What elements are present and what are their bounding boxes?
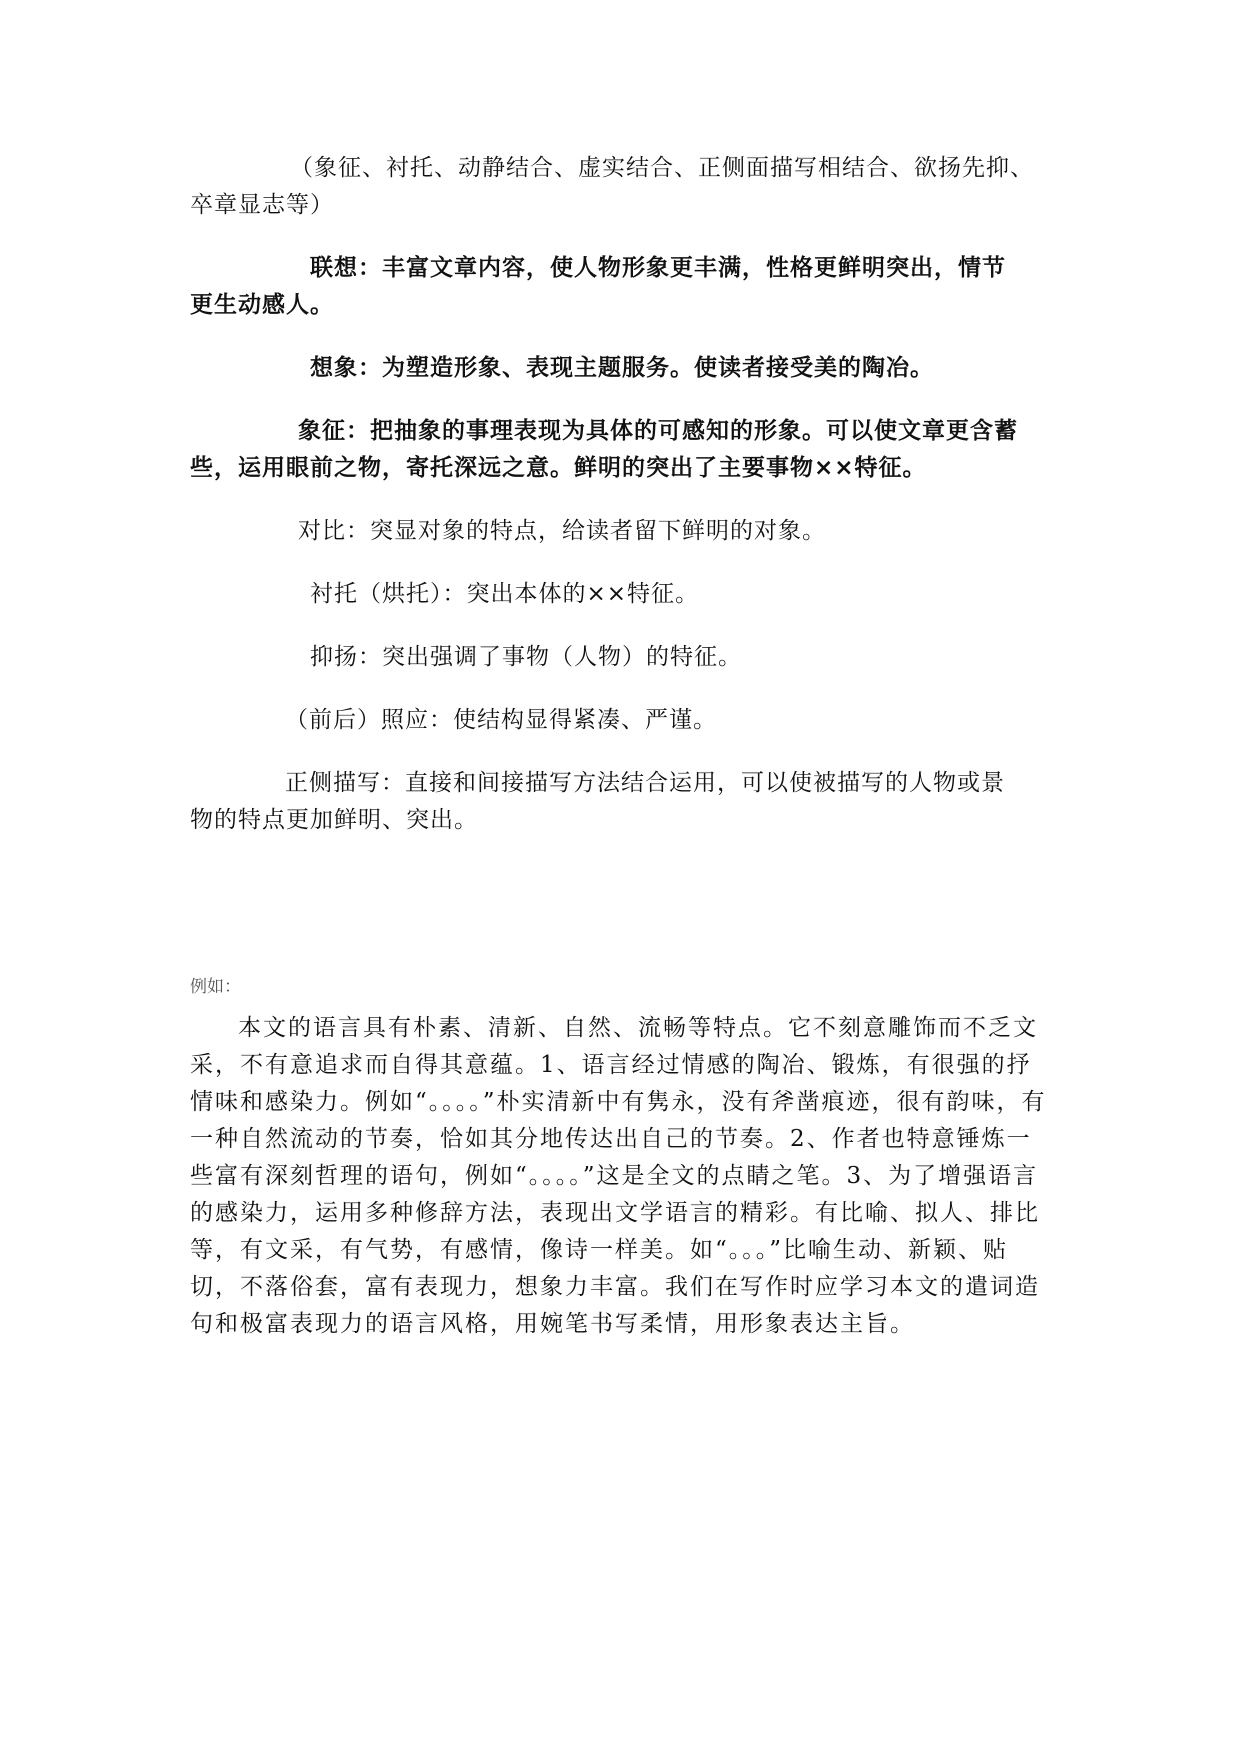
lianxiang-line1: 联想：丰富文章内容，使人物形象更丰满，性格更鲜明突出，情节	[310, 255, 1006, 281]
zhengce-line1: 正侧描写：直接和间接描写方法结合运用，可以使被描写的人物或景	[285, 770, 1005, 796]
techniques-intro-line2: 卒章显志等）	[190, 192, 334, 218]
zhaoying-line1: （前后）照应：使结构显得紧凑、严谨。	[285, 707, 717, 733]
chentuo-line1: 衬托（烘托）：突出本体的××特征。	[310, 581, 700, 607]
example-label: 例如：	[190, 977, 241, 997]
lianxiang-line2: 更生动感人。	[190, 292, 334, 318]
xiangzheng-line2: 些，运用眼前之物，寄托深远之意。鲜明的突出了主要事物××特征。	[190, 455, 927, 481]
zhengce-line2: 物的特点更加鲜明、突出。	[190, 807, 478, 833]
techniques-intro-line1: （象征、衬托、动静结合、虚实结合、正侧面描写相结合、欲扬先抑、	[290, 155, 1034, 181]
example-body: 本文的语言具有朴素、清新、自然、流畅等特点。它不刻意雕饰而不乏文采，不有意追求而自得其意蕴。1、语言经过情感的陶冶、锻炼，有很强的抒情味和感染力。例如“。。。。”朴实清新中有隽永，没有斧凿痕迹，很有韵味，有一种自然流动的节奏，恰如其分地传达出自己的节奏。2、作者也特意锤炼一些富有深刻哲理的语句，例如“。。。。”这是全文的点睛之笔。3、为了增强语言的感染力，运用多种修辞方法，表现出文学语言的精彩。有比喻、拟人、排比等，有文采，有气势，有感情，像诗一样美。如“。。。”比喻生动、新颖、贴切，不落俗套，富有表现力，想象力丰富。我们在写作时应学习本文的遣词造句和极富表现力的语言风格，用婉笔书写柔情，用形象表达主旨。	[190, 1015, 1047, 1337]
xiangxiang-line1: 想象：为塑造形象、表现主题服务。使读者接受美的陶冶。	[310, 355, 934, 381]
duibi-line1: 对比：突显对象的特点，给读者留下鲜明的对象。	[298, 518, 826, 544]
yiyang-line1: 抑扬：突出强调了事物（人物）的特征。	[310, 644, 742, 670]
xiangzheng-line1: 象征：把抽象的事理表现为具体的可感知的形象。可以使文章更含蓄	[298, 418, 1018, 444]
